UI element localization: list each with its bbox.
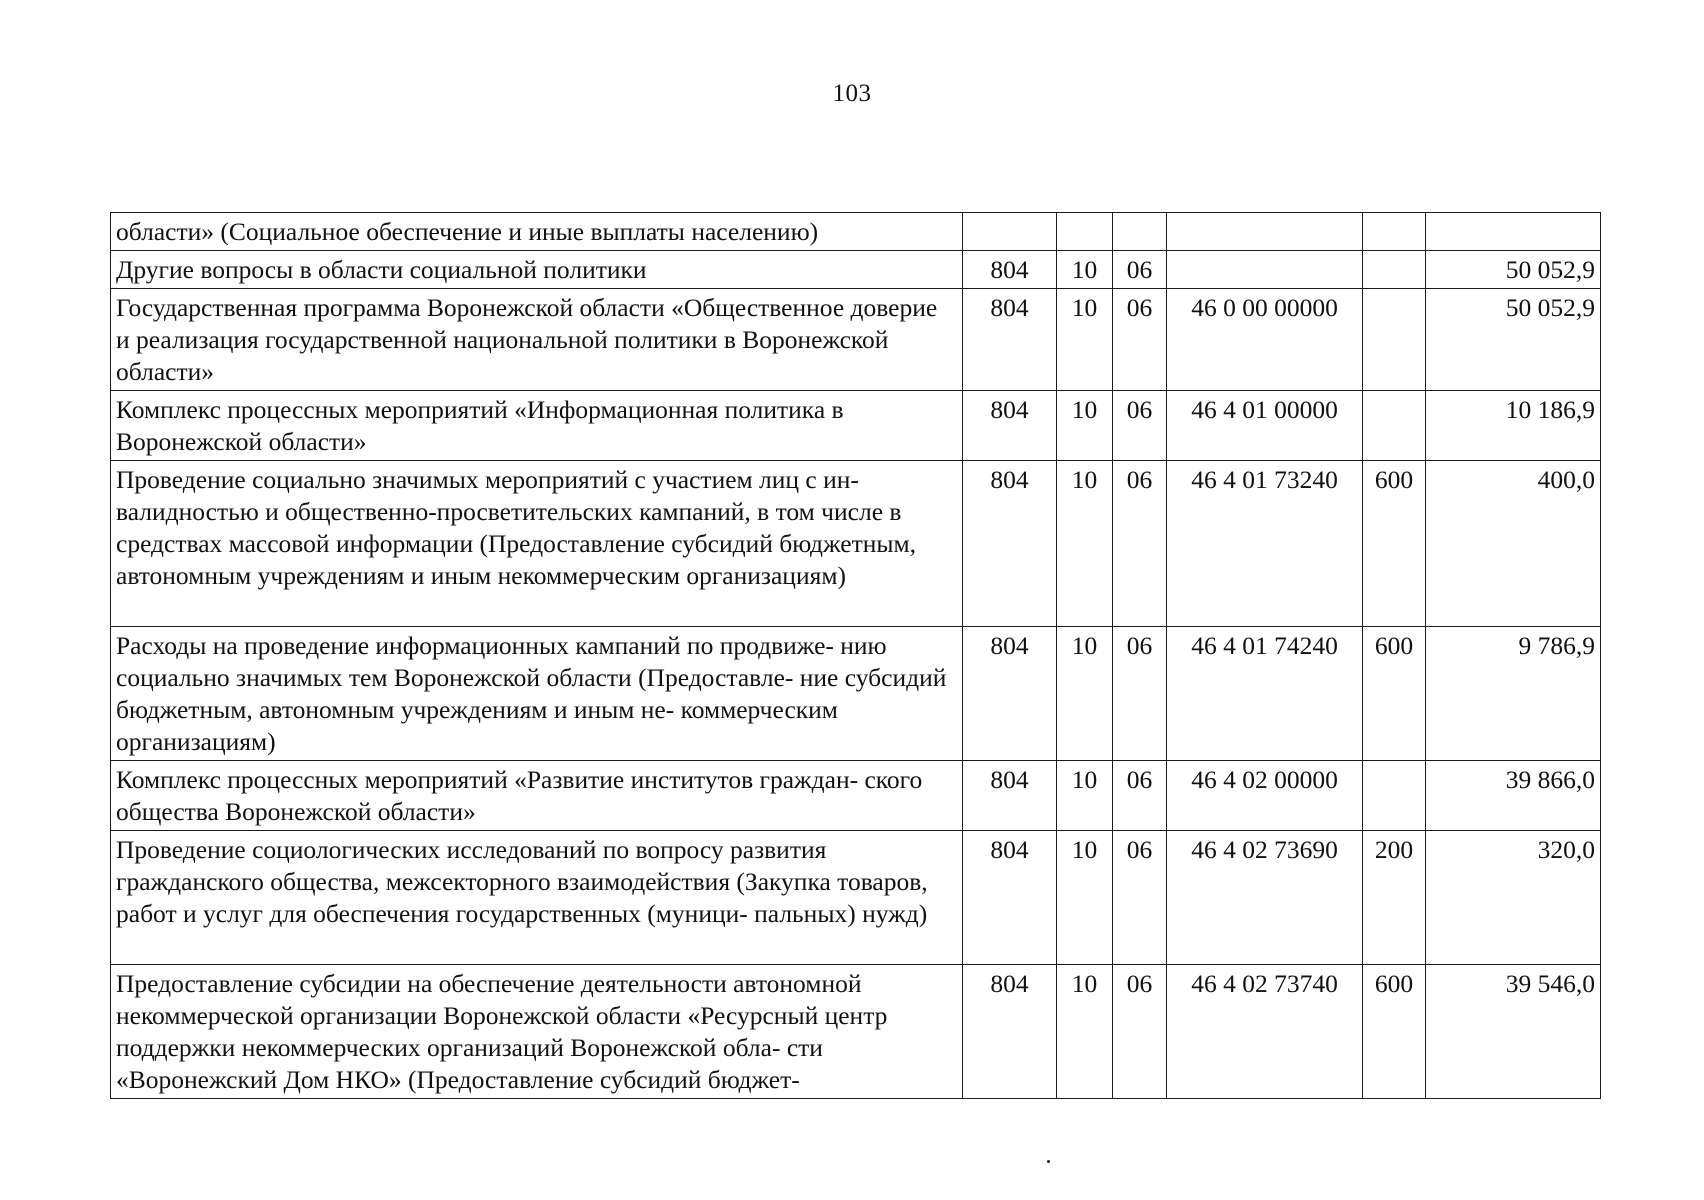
expense-type-code <box>1363 391 1426 461</box>
expense-type-code <box>1363 289 1426 391</box>
budget-table <box>110 212 1601 1099</box>
target-article-code <box>1167 213 1363 251</box>
row-name: Комплекс процессных мероприятий «Информационная политика в Воронежской области» <box>111 391 963 461</box>
subsection-code: 06 <box>1113 761 1167 831</box>
table-row <box>111 391 1601 461</box>
subsection-code: 06 <box>1113 965 1167 1099</box>
amount: 50 052,9 <box>1426 251 1601 289</box>
section-code: 10 <box>1057 391 1113 461</box>
subsection-code: 06 <box>1113 289 1167 391</box>
table-row <box>111 965 1601 1099</box>
section-code: 10 <box>1057 289 1113 391</box>
amount: 39 546,0 <box>1426 965 1601 1099</box>
target-article-code: 46 0 00 00000 <box>1167 289 1363 391</box>
amount: 39 866,0 <box>1426 761 1601 831</box>
target-article-code: 46 4 01 74240 <box>1167 627 1363 761</box>
expense-type-code: 200 <box>1363 831 1426 965</box>
expense-type-code <box>1363 213 1426 251</box>
amount: 9 786,9 <box>1426 627 1601 761</box>
expense-type-code <box>1363 761 1426 831</box>
table-row <box>111 289 1601 391</box>
subsection-code <box>1113 213 1167 251</box>
row-name: Предоставление субсидии на обеспечение деятельности автономной некоммерческой организации Воронежской области «Ресурсный центр поддержки некоммерческих организаций Воронежской обла- сти «Воронежский Дом НКО» (Предоставление субсидий бюджет- <box>111 965 963 1099</box>
table-row <box>111 213 1601 251</box>
target-article-code: 46 4 02 73690 <box>1167 831 1363 965</box>
department-code: 804 <box>963 761 1057 831</box>
target-article-code: 46 4 02 00000 <box>1167 761 1363 831</box>
expense-type-code: 600 <box>1363 627 1426 761</box>
target-article-code: 46 4 02 73740 <box>1167 965 1363 1099</box>
amount: 320,0 <box>1426 831 1601 965</box>
section-code <box>1057 213 1113 251</box>
department-code: 804 <box>963 831 1057 965</box>
section-code: 10 <box>1057 761 1113 831</box>
row-name: Другие вопросы в области социальной политики <box>111 251 963 289</box>
table-row <box>111 627 1601 761</box>
department-code: 804 <box>963 391 1057 461</box>
scan-speck <box>1047 1160 1050 1163</box>
table-row <box>111 461 1601 627</box>
department-code <box>963 213 1057 251</box>
target-article-code <box>1167 251 1363 289</box>
department-code: 804 <box>963 965 1057 1099</box>
section-code: 10 <box>1057 831 1113 965</box>
department-code: 804 <box>963 627 1057 761</box>
target-article-code: 46 4 01 00000 <box>1167 391 1363 461</box>
row-name: Государственная программа Воронежской области «Общественное доверие и реализация государственной национальной политики в Воронежской области» <box>111 289 963 391</box>
row-name: Проведение социологических исследований по вопросу развития гражданского общества, межсекторного взаимодействия (Закупка товаров, работ и услуг для обеспечения государственных (муници- пальных) нужд) <box>111 831 963 965</box>
subsection-code: 06 <box>1113 831 1167 965</box>
section-code: 10 <box>1057 461 1113 627</box>
page-number: 103 <box>832 80 872 107</box>
row-name: Проведение социально значимых мероприятий с участием лиц с ин- валидностью и общественно-просветительских кампаний, в том числе в средствах массовой информации (Предоставление субсидий бюджетным, автономным учреждениям и иным некоммерческим организациям) <box>111 461 963 627</box>
department-code: 804 <box>963 251 1057 289</box>
section-code: 10 <box>1057 965 1113 1099</box>
expense-type-code <box>1363 251 1426 289</box>
row-name: области» (Социальное обеспечение и иные выплаты населению) <box>111 213 963 251</box>
department-code: 804 <box>963 289 1057 391</box>
amount <box>1426 213 1601 251</box>
expense-type-code: 600 <box>1363 461 1426 627</box>
row-name: Комплекс процессных мероприятий «Развитие институтов граждан- ского общества Воронежской области» <box>111 761 963 831</box>
subsection-code: 06 <box>1113 461 1167 627</box>
subsection-code: 06 <box>1113 251 1167 289</box>
amount: 50 052,9 <box>1426 289 1601 391</box>
subsection-code: 06 <box>1113 627 1167 761</box>
table-row <box>111 831 1601 965</box>
target-article-code: 46 4 01 73240 <box>1167 461 1363 627</box>
expense-type-code: 600 <box>1363 965 1426 1099</box>
section-code: 10 <box>1057 627 1113 761</box>
table-row <box>111 251 1601 289</box>
section-code: 10 <box>1057 251 1113 289</box>
amount: 400,0 <box>1426 461 1601 627</box>
table-row <box>111 761 1601 831</box>
department-code: 804 <box>963 461 1057 627</box>
row-name: Расходы на проведение информационных кампаний по продвиже- нию социально значимых тем Воронежской области (Предоставле- ние субсидий бюджетным, автономным учреждениям и иным не- коммерческим организациям) <box>111 627 963 761</box>
amount: 10 186,9 <box>1426 391 1601 461</box>
subsection-code: 06 <box>1113 391 1167 461</box>
